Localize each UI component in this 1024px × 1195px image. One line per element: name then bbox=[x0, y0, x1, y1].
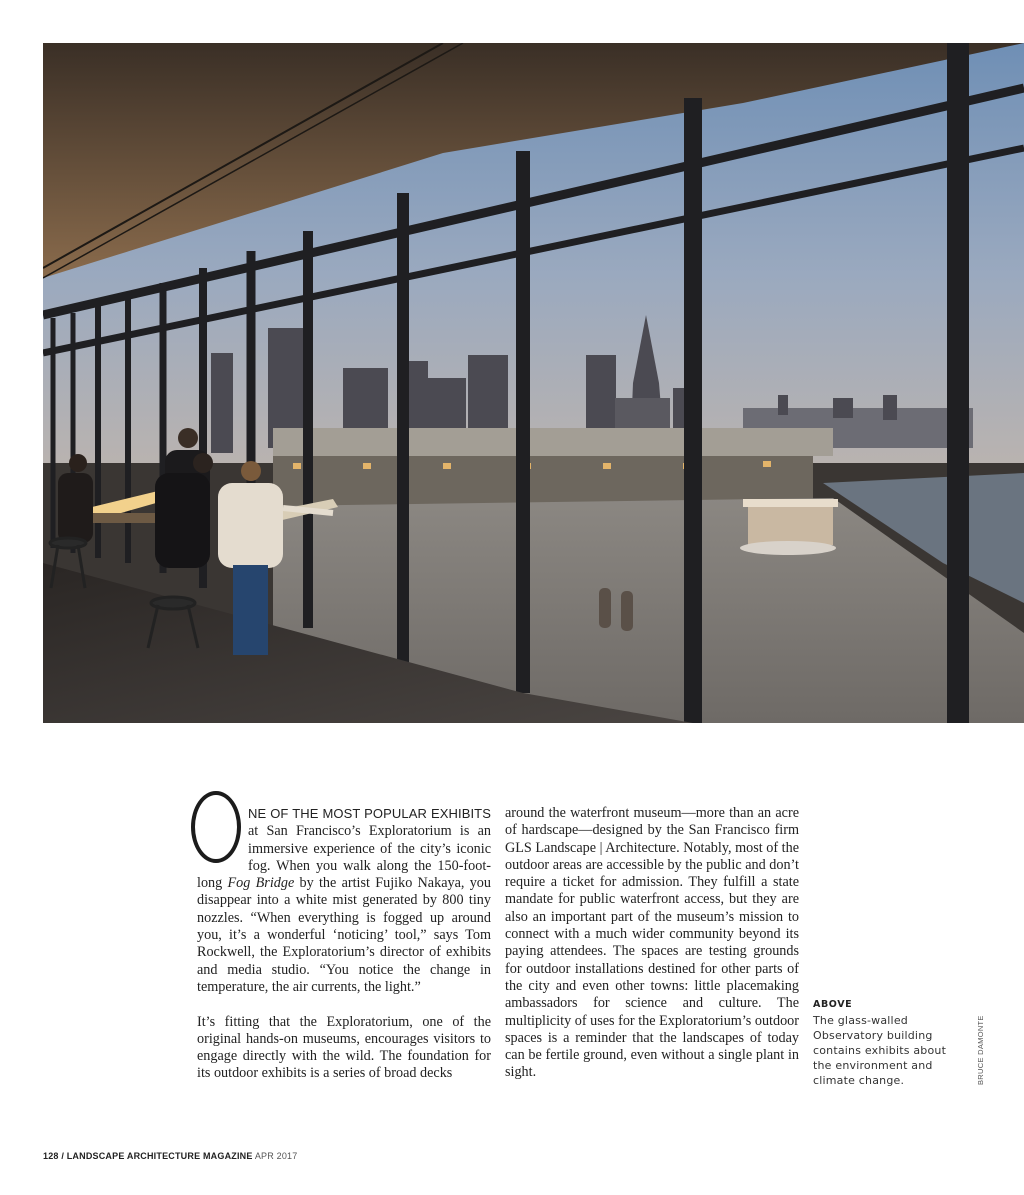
article-paragraph bbox=[197, 805, 491, 996]
footer-date: APR 2017 bbox=[254, 1151, 298, 1161]
lead-in-text: NE OF THE MOST POPULAR EXHIBITS bbox=[248, 806, 491, 821]
deck-pavilion bbox=[740, 499, 838, 555]
observatory-illustration bbox=[43, 43, 1024, 723]
pier-shed bbox=[273, 428, 833, 506]
article-paragraph: It’s fitting that the Exploratorium, one of the original hands-on museums, encourages visitors to engage directly with the wild. The foundation for its outdoor exhibits is a series of broad decks bbox=[197, 1013, 491, 1082]
article-column-1 bbox=[197, 805, 491, 1083]
paragraph-text: at San Francisco’s Exploratorium is an immersive experience of the city’s iconic fog. When you walk along the 150-foot-long bbox=[197, 823, 491, 892]
photo-credit: BRUCE DAMONTE bbox=[976, 1015, 985, 1085]
article-paragraph: around the waterfront museum—more than an acre of hardscape—designed by the San Francisco firm GLS Landscape | Architecture. Notably, most of the outdoor areas are accessible by the public and don’t require a ticket for admission. They fulfill a state mandate for public waterfront access, but they are also an important part of the museum’s mission to connect with a much wider community beyond its paying attendees. The spaces are testing grounds for outdoor installations destined for other parts of the city and even other towns: little placemaking ambassadors for science and culture. The multiplicity of uses for the Exploratorium’s outdoor spaces is a reminder that the landscapes of today can be fertile ground, even without a single plant in sight. bbox=[505, 805, 799, 1081]
paragraph-text: by the artist Fujiko Nakaya, you disappear into a white mist generated by 800 tiny nozzles. “When everything is fogged up around you, it’s a wonderful ‘noticing’ tool,” says Tom Rockwell, the Exploratorium’s director of exhibits and media studio. “You notice the change in temperature, the air currents, the light.” bbox=[197, 875, 491, 995]
photo-caption bbox=[813, 997, 963, 1088]
artwork-title: Fog Bridge bbox=[227, 875, 295, 892]
caption-heading: ABOVE bbox=[813, 999, 853, 1010]
footer-folio: 128 / LANDSCAPE ARCHITECTURE MAGAZINE bbox=[43, 1151, 253, 1161]
page-footer bbox=[43, 1151, 297, 1161]
article-column-2 bbox=[505, 805, 799, 1082]
drop-cap-o bbox=[191, 791, 241, 863]
observatory-photo bbox=[43, 43, 1024, 723]
caption-text: The glass-walled Observatory building contains exhibits about the environment and climate change. bbox=[813, 1014, 947, 1087]
